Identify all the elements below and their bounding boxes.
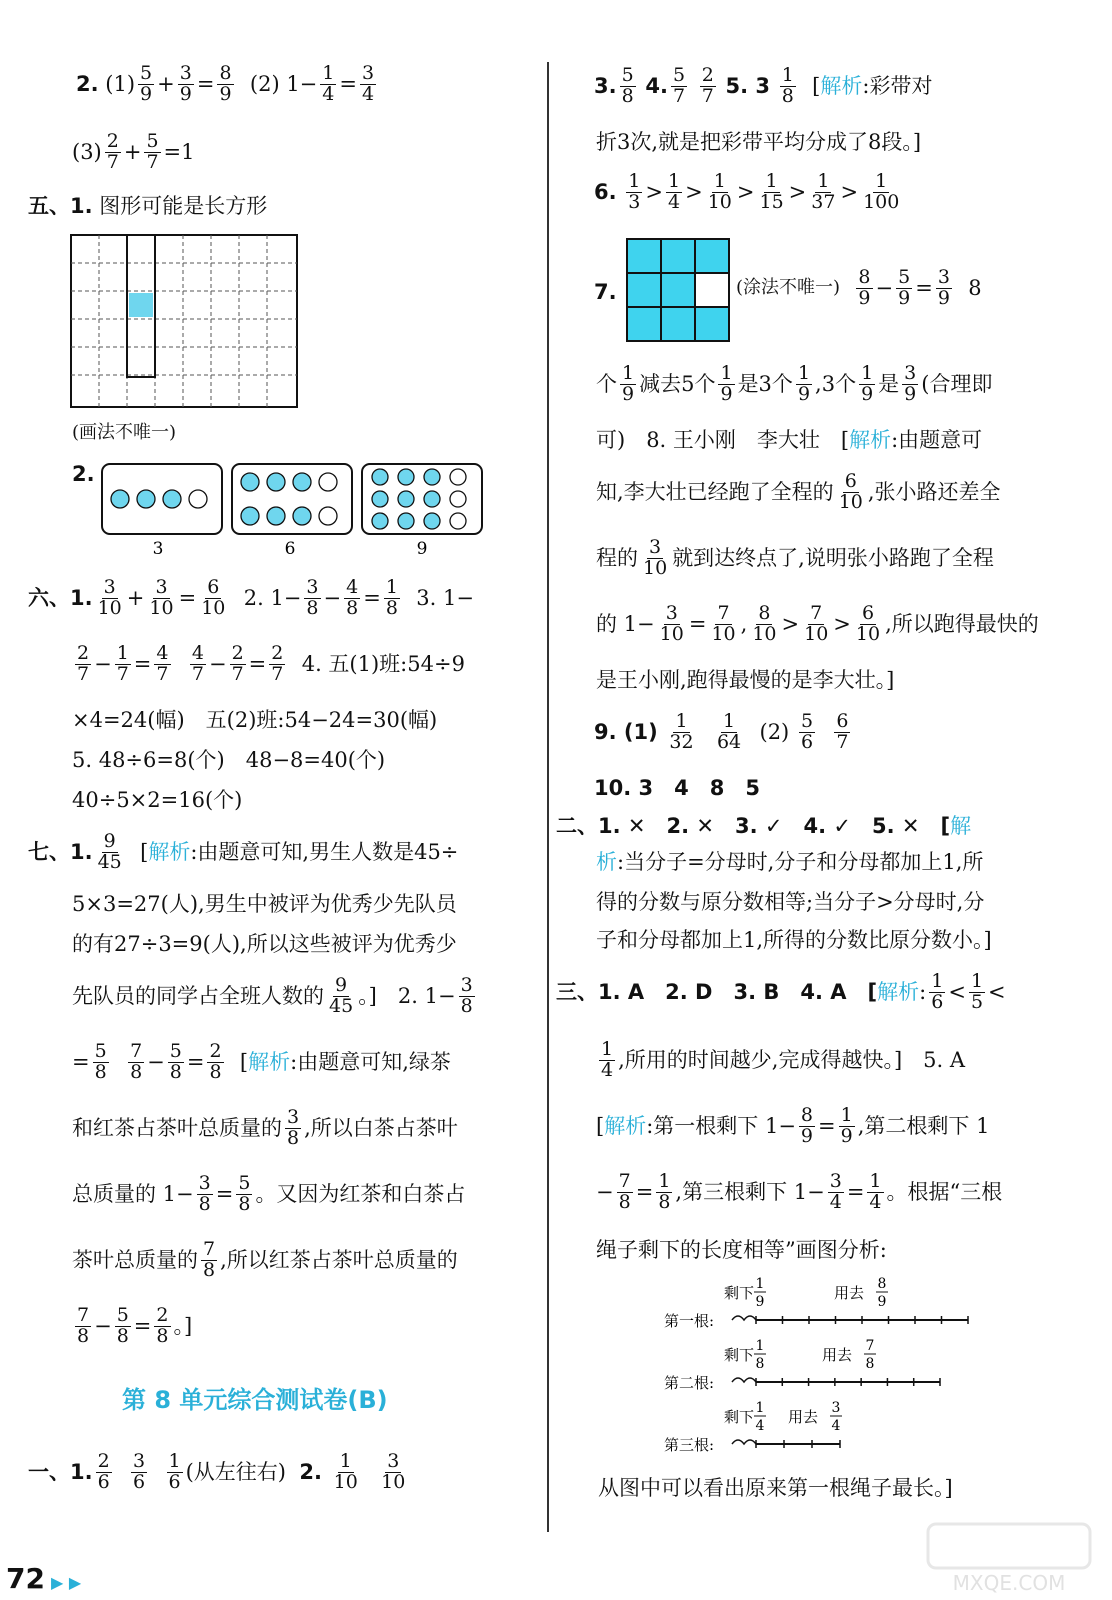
rope-left-den: 4: [755, 1418, 765, 1434]
rope-left-label: 剩下: [724, 1284, 755, 1302]
rope-left-den: 8: [755, 1356, 765, 1372]
text-line: 可) 8. 王小刚 李大壮 [ 解析 :由题意可: [596, 428, 983, 452]
text-line: 折3次,就是把彩带平均分成了8段。]: [596, 130, 922, 154]
text-line: 是王小刚,跑得最慢的是李大壮。]: [596, 668, 895, 692]
rope-row-label: 第二根:: [664, 1374, 715, 1392]
rope-left-num: 1: [755, 1276, 765, 1292]
fraction: $\frac{3}{4}$: [361, 62, 375, 105]
text-line: 的 1− $\frac{3}{10}$ = $\frac{7}{10}$ , $\frac{8}{10}$ > $\frac{7}{10}$ > $\frac{6}{10}$ , 所以跑得最快的: [596, 602, 1039, 645]
arrow-icon: ▶ ▶: [50, 1573, 82, 1592]
text-line: 5. 48÷6=8(个) 48−8=40(个): [72, 748, 386, 772]
rope-left-num: 1: [755, 1338, 765, 1354]
rope-left-den: 9: [755, 1294, 765, 1310]
section-six-line1: 六、1. $\frac{3}{10}$ + $\frac{3}{10}$ = $\frac{6}{10}$ 2. 1− $\frac{3}{8}$ − $\frac{4}{8}$ = $\frac{1}{8}$ 3. 1−: [28, 576, 474, 619]
rope-curl: [732, 1378, 756, 1382]
section-five-heading: 五、1. 图形可能是长方形: [28, 194, 268, 218]
grid-figure: [70, 234, 298, 408]
text-line: − $\frac{7}{8}$ = $\frac{1}{8}$ ,第三根剩下 1− $\frac{3}{4}$ = $\frac{1}{4}$ 。根据“三根: [596, 1170, 1003, 1213]
rope-curl: [732, 1316, 756, 1320]
rope-right-num: 3: [831, 1400, 841, 1416]
unit-title: 第 8 单元综合测试卷(B): [122, 1386, 388, 1414]
text-line: 程的 $\frac{3}{10}$ 就到达终点了,说明张小路跑了全程: [596, 536, 994, 579]
rope-right-den: 8: [865, 1356, 875, 1372]
watermark-logo: [924, 1520, 1094, 1596]
answer-line: (3) $\frac{2}{7}$ + $\frac{5}{7}$ =1: [72, 130, 195, 173]
text-line: [ 解析 :第一根剩下 1− $\frac{8}{9}$ = $\frac{1}{9}$ ,第二根剩下 1: [596, 1104, 990, 1147]
fraction: $\frac{1}{4}$: [322, 62, 335, 105]
text-line: 的有27÷3=9(人),所以这些被评为优秀少: [72, 932, 457, 956]
rope-right-label: 用去: [822, 1346, 853, 1364]
text-line: ×4=24(幅) 五(2)班:54−24=30(幅): [72, 708, 438, 732]
text-line: 茶叶总质量的 $\frac{7}{8}$ ,所以红茶占茶叶总质量的: [72, 1238, 458, 1281]
svg-text:9: 9: [416, 539, 428, 558]
text-line: $\frac{7}{8}$ − $\frac{5}{8}$ = $\frac{2}{8}$ 。]: [77, 1304, 193, 1347]
rope-row-label: 第三根:: [664, 1436, 715, 1454]
answer-line: (涂法不唯一) $\frac{8}{9}$ − $\frac{5}{9}$ = $\frac{3}{9}$ 8: [736, 266, 982, 309]
section-two: 二、1. ✕ 2. ✕ 3. ✓ 4. ✓ 5. ✕ [ 解: [556, 814, 972, 838]
fraction: $\frac{5}{9}$: [140, 62, 153, 105]
section-five-2: 2.: [72, 462, 95, 486]
rope-left-num: 1: [755, 1400, 765, 1416]
text-line: $\frac{1}{4}$ ,所用的时间越少,完成得越快。] 5. A: [601, 1038, 966, 1081]
last-line: 一、1. $\frac{2}{6}$ $\frac{3}{6}$ $\frac{1}{6}$ (从左往右) 2. $\frac{1}{10}$ $\frac{3}{10}$: [28, 1450, 406, 1493]
answer-line: 6. $\frac{1}{3}$ > $\frac{1}{4}$ > $\frac{1}{10}$ > $\frac{1}{15}$ > $\frac{1}{37}$ > $\frac{1}{100}$: [594, 170, 900, 213]
text-line: 子和分母都加上1,所得的分数比原分数小。]: [596, 928, 992, 952]
section-seven-line1: 七、1. $\frac{9}{45}$ [ 解析 :由题意可知,男生人数是45÷: [28, 830, 459, 873]
rope-right-label: 用去: [788, 1408, 819, 1426]
rope-row-label: 第一根:: [664, 1312, 715, 1330]
column-divider: [547, 62, 549, 1532]
answer-line: 9. (1) $\frac{1}{32}$ $\frac{1}{64}$ (2) $\frac{5}{6}$ $\frac{6}{7}$: [594, 710, 849, 753]
text-line: 绳子剩下的长度相等”画图分析:: [596, 1238, 887, 1262]
rope-right-den: 9: [877, 1294, 887, 1310]
page-number: 72 ▶ ▶: [6, 1562, 82, 1595]
apple-boxes: [100, 462, 520, 558]
text-line: 40÷5×2=16(个): [72, 788, 243, 812]
text-line: 总质量的 1− $\frac{3}{8}$ = $\frac{5}{8}$ 。又因为红茶和白茶占: [72, 1172, 466, 1215]
text-line: 析 :当分子=分母时,分子和分母都加上1,所: [596, 850, 984, 874]
rope-curl: [732, 1440, 756, 1444]
text-line: 和红茶占茶叶总质量的 $\frac{3}{8}$ ,所以白茶占茶叶: [72, 1106, 458, 1149]
rope-left-label: 剩下: [724, 1346, 755, 1364]
svg-text:6: 6: [284, 539, 296, 558]
rope-right-label: 用去: [834, 1284, 865, 1302]
rope-right-num: 7: [865, 1338, 875, 1354]
question-seven: 7.: [594, 280, 617, 304]
colored-grid: [626, 238, 732, 344]
section-three: 三、1. A 2. D 3. B 4. A [ 解析 : $\frac{1}{6}$ < $\frac{1}{5}$ <: [556, 970, 1006, 1013]
answer-line: 2. (1) $\frac{5}{9}$ + $\frac{3}{9}$ = $\frac{8}{9}$ (2) 1− $\frac{1}{4}$ = $\frac{3}{4}$: [76, 62, 375, 105]
note: (画法不唯一): [72, 422, 177, 443]
rope-right-den: 4: [831, 1418, 841, 1434]
fraction: $\frac{8}{9}$: [219, 62, 232, 105]
text-line: 从图中可以看出原来第一根绳子最长。]: [598, 1476, 953, 1500]
text-line: 得的分数与原分数相等;当分子>分母时,分: [596, 890, 985, 914]
svg-text:MXQE.COM: MXQE.COM: [952, 1571, 1066, 1595]
text-line: = $\frac{5}{8}$ $\frac{7}{8}$ − $\frac{5}{8}$ = $\frac{2}{8}$ [ 解析 :由题意可知,绿茶: [72, 1040, 451, 1083]
text-line: 5×3=27(人),男生中被评为优秀少先队员: [72, 892, 457, 916]
rope-left-label: 剩下: [724, 1408, 755, 1426]
section-six-line2: $\frac{2}{7}$ − $\frac{1}{7}$ = $\frac{4}{7}$ $\frac{4}{7}$ − $\frac{2}{7}$ = $\frac{2}{7}$ 4. 五(1)班:54÷9: [77, 642, 465, 685]
text-line: 先队员的同学占全班人数的 $\frac{9}{45}$ 。] 2. 1− $\frac{3}{8}$: [72, 974, 473, 1017]
answer-line: 3. $\frac{5}{8}$ 4. $\frac{5}{7}$ $\frac{2}{7}$ 5. 3 $\frac{1}{8}$ [ 解析 :彩带对: [594, 64, 933, 107]
fraction: $\frac{3}{9}$: [179, 62, 192, 105]
text-line: 个 $\frac{1}{9}$ 减去5个 $\frac{1}{9}$ 是3个 $\frac{1}{9}$ ,3个 $\frac{1}{9}$ 是 $\frac{3}{9}$ (合理即: [596, 362, 993, 405]
svg-text:3: 3: [152, 539, 164, 558]
rope-diagram: [664, 1274, 984, 1466]
text-line: 知,李大壮已经跑了全程的 $\frac{6}{10}$ ,张小路还差全: [596, 470, 1001, 513]
rope-right-num: 8: [877, 1276, 887, 1292]
text-line: 10. 3 4 8 5: [594, 776, 760, 800]
